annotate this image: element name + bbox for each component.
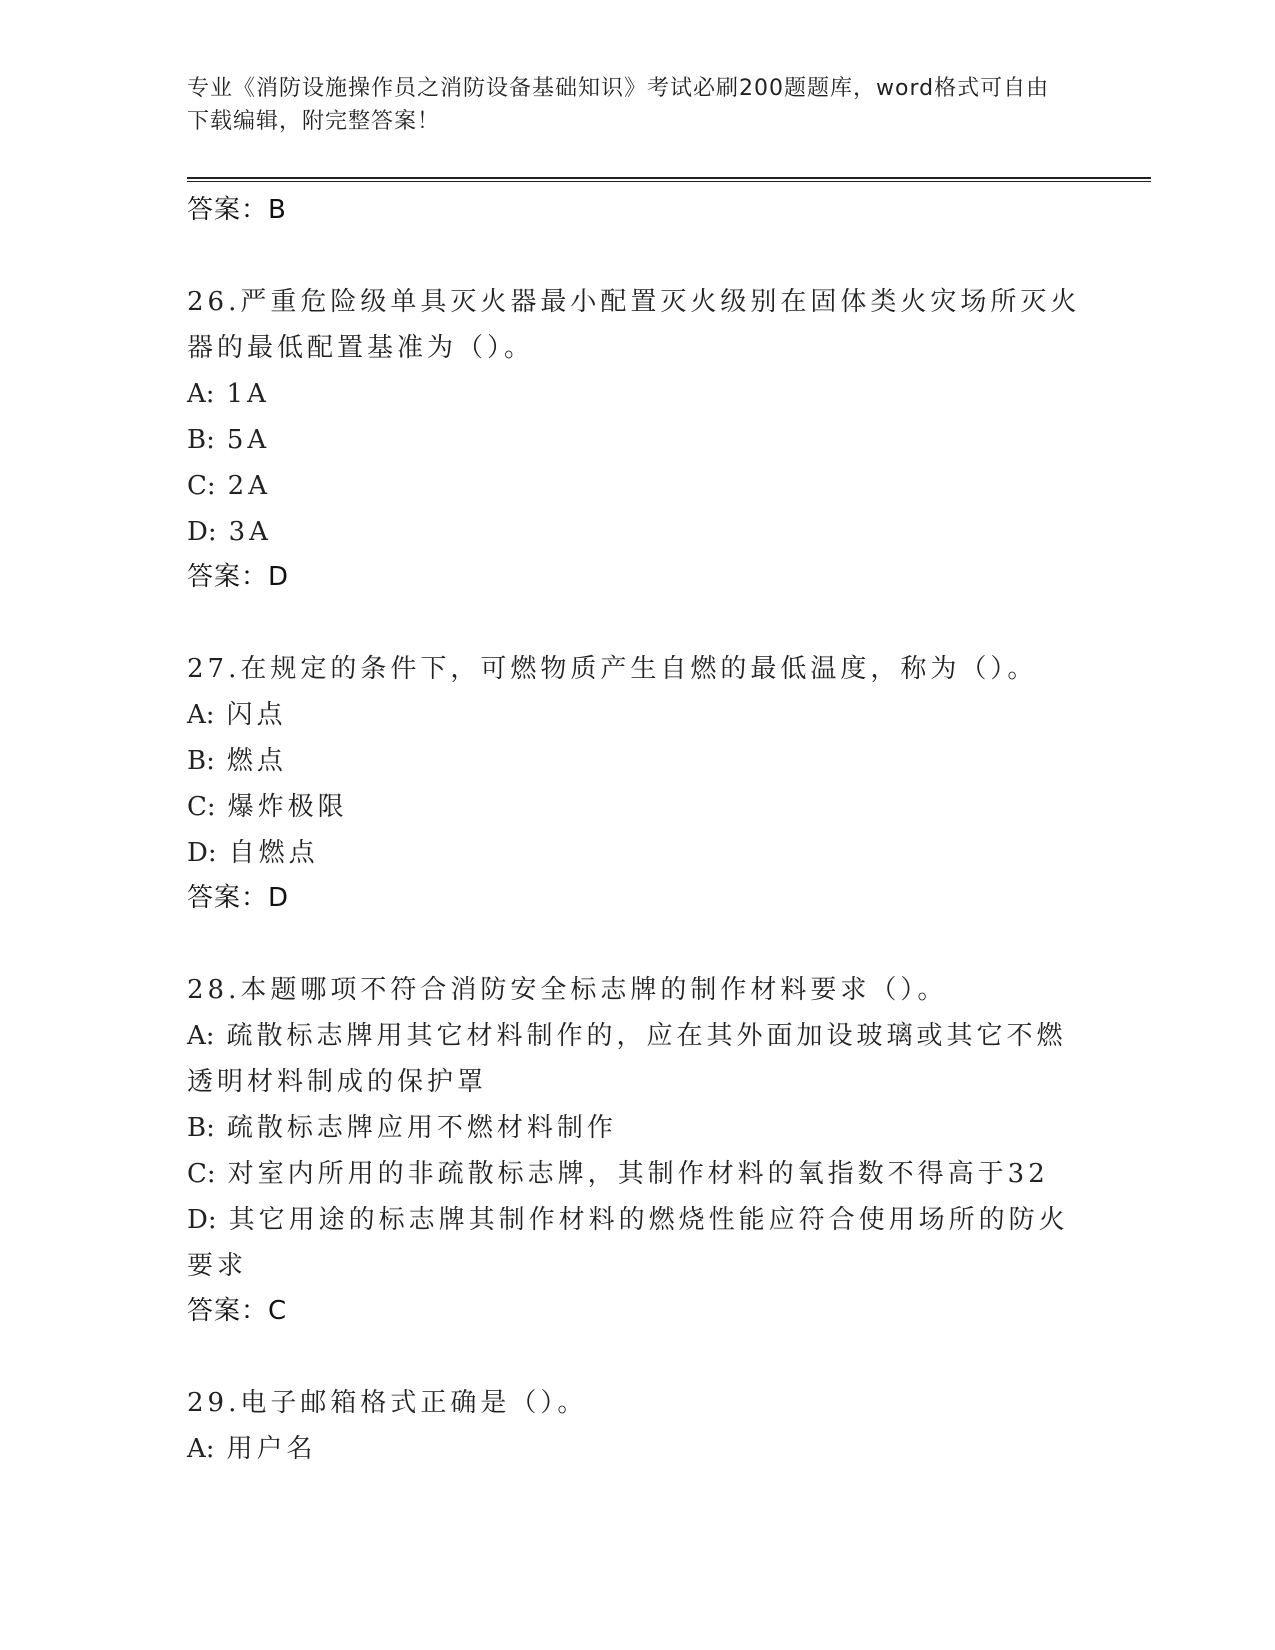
option-d: D: 自燃点 [187,838,319,868]
option-d: D: 3A [187,517,272,547]
question-27 [187,646,1087,920]
option-b: B: 5A [187,425,271,455]
document-body [187,188,1087,1472]
option-d: D: 其它用途的标志牌其制作材料的燃烧性能应符合使用场所的防火要求 [187,1205,1069,1281]
option-b: B: 疏散标志牌应用不燃材料制作 [187,1113,617,1143]
option-a: A: 用户名 [187,1434,317,1464]
question-stem: 29.电子邮箱格式正确是（）。 [187,1388,588,1418]
option-c: C: 2A [187,471,271,501]
option-c: C: 爆炸极限 [187,792,348,822]
document-header [187,72,1067,138]
question-stem: 28.本题哪项不符合消防安全标志牌的制作材料要求（）。 [187,975,948,1005]
answer-line: 答案：B [187,195,287,225]
question-26 [187,279,1087,599]
header-divider [187,177,1151,182]
option-a: A: 疏散标志牌用其它材料制作的，应在其外面加设玻璃或其它不燃透明材料制成的保护罩 [187,1021,1067,1097]
option-b: B: 燃点 [187,746,287,776]
header-text: 专业《消防设施操作员之消防设备基础知识》考试必刷200题题库，word格式可自由下载编辑，附完整答案！ [187,76,1050,134]
option-c: C: 对室内所用的非疏散标志牌，其制作材料的氧指数不得高于32 [187,1159,1049,1189]
option-a: A: 闪点 [187,700,287,730]
option-a: A: 1A [187,379,270,409]
question-29 [187,1380,1087,1472]
answer-line: 答案：D [187,883,290,913]
answer-line: 答案：D [187,562,290,592]
question-stem: 27.在规定的条件下，可燃物质产生自燃的最低温度，称为（）。 [187,654,1038,684]
question-stem: 26.严重危险级单具灭火器最小配置灭火级别在固体类火灾场所灭火器的最低配置基准为（）。 [187,287,1081,363]
answer-line: 答案：C [187,1296,288,1326]
question-28 [187,967,1087,1333]
